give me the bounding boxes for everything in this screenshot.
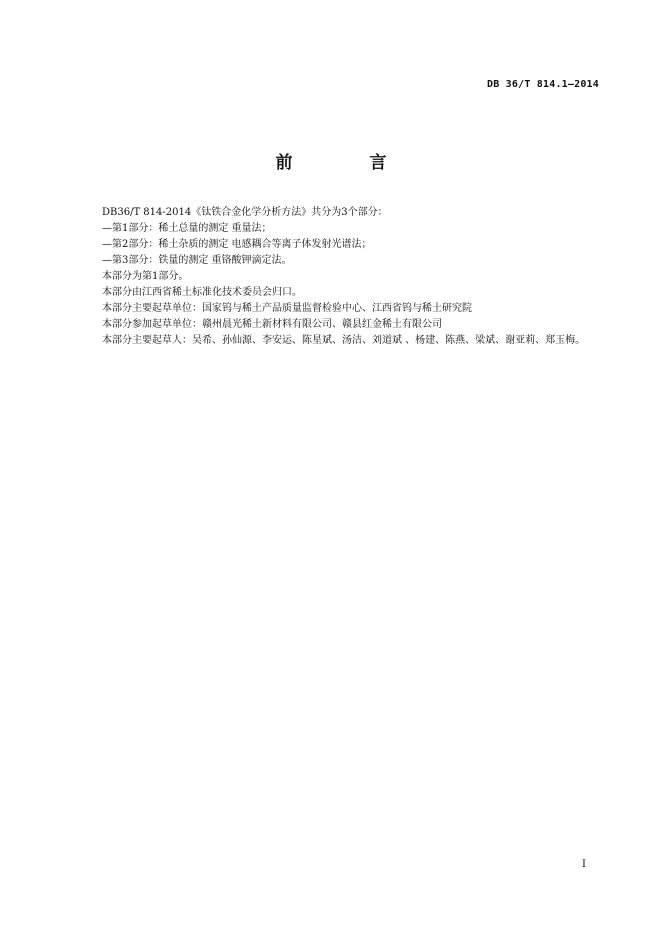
paragraph-intro: DB36/T 814-2014《钛铁合金化学分析方法》共分为3个部分： bbox=[102, 207, 388, 218]
preface-body bbox=[82, 205, 600, 349]
paragraph-part-2: —第2部分：稀土杂质的测定 电感耦合等离子体发射光谱法； bbox=[102, 239, 372, 250]
paragraph-committee: 本部分由江西省稀土标准化技术委员会归口。 bbox=[102, 287, 302, 298]
paragraph-participating-units: 本部分参加起草单位：赣州晨光稀土新材料有限公司、赣县红金稀土有限公司 bbox=[102, 319, 442, 330]
page-number: I bbox=[582, 859, 586, 870]
paragraph-part-1: —第1部分：稀土总量的测定 重量法； bbox=[102, 223, 272, 234]
paragraph-part-3: —第3部分：铁量的测定 重铬酸钾滴定法。 bbox=[102, 255, 292, 266]
standard-code: DB 36/T 814.1—2014 bbox=[487, 79, 599, 90]
page-title: 前 言 bbox=[275, 153, 417, 173]
paragraph-main-drafting-units: 本部分主要起草单位：国家钨与稀土产品质量监督检验中心、江西省钨与稀土研究院 bbox=[102, 303, 472, 314]
paragraph-this-part: 本部分为第1部分。 bbox=[102, 271, 189, 282]
paragraph-drafters: 本部分主要起草人：吴希、孙仙源、李安运、陈星斌、汤洁、刘道斌 、杨建、陈燕、梁斌、谢亚莉、郑玉梅。 bbox=[102, 335, 586, 346]
